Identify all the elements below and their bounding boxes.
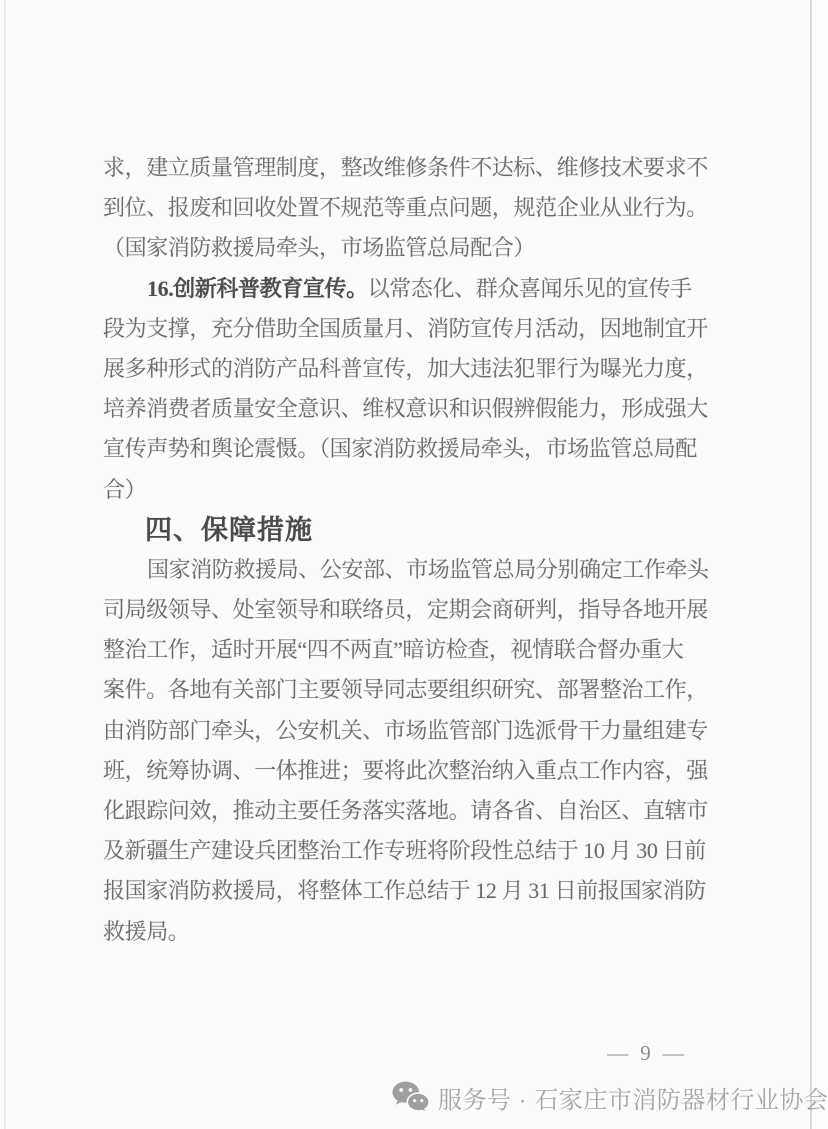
page-margin-strip-right — [812, 0, 828, 1129]
text-line: （国家消防救援局牵头，市场监管总局配合） — [103, 235, 536, 261]
text-line: 及新疆生产建设兵团整治工作专班将阶段性总结于 10 月 30 日前 — [103, 838, 706, 864]
paragraph-bold-lead: 16.创新科普教育宣传。 — [147, 275, 368, 301]
text-line: 16.创新科普教育宣传。以常态化、群众喜闻乐见的宣传手 — [147, 275, 692, 301]
page-number-dash-right: — — [662, 1041, 684, 1065]
text-line: 由消防部门牵头，公安机关、市场监管部门选派骨干力量组建专 — [103, 717, 708, 743]
text-line: 到位、报废和回收处置不规范等重点问题，规范企业从业行为。 — [103, 195, 708, 221]
document-body — [103, 148, 723, 952]
wechat-account-label: 服务号 · 石家庄市消防器材行业协会 — [438, 1086, 828, 1114]
text-line: 国家消防救援局、公安部、市场监管总局分别确定工作牵头 — [147, 556, 709, 582]
text-line: 合） — [103, 476, 147, 502]
text-line: 案件。各地有关部门主要领导同志要组织研究、部署整治工作， — [103, 677, 708, 703]
text-line: 培养消费者质量安全意识、维权意识和识假辨假能力，形成强大 — [103, 396, 708, 422]
text-line: 段为支撑，充分借助全国质量月、消防宣传月活动，因地制宜开 — [103, 315, 708, 341]
page-number-value: 9 — [640, 1041, 651, 1065]
text-line: 宣传声势和舆论震慑。（国家消防救援局牵头，市场监管总局配 — [103, 436, 697, 462]
text-line: 救援局。 — [103, 918, 190, 944]
text-line: 求，建立质量管理制度，整改维修条件不达标、维修技术要求不 — [103, 155, 708, 180]
text-line: 班，统筹协调、一体推进；要将此次整治纳入重点工作内容，强 — [103, 757, 708, 783]
text-line: 展多种形式的消防产品科普宣传，加大违法犯罪行为曝光力度， — [103, 355, 708, 381]
page-edge-line-right — [810, 0, 812, 1129]
wechat-account-banner — [392, 1080, 828, 1114]
section-heading: 四、保障措施 — [145, 514, 313, 545]
text-line: 化跟踪问效，推动主要任务落实落地。请各省、自治区、直辖市 — [103, 798, 708, 823]
text-line: 整治工作，适时开展“四不两直”暗访检查，视情联合督办重大 — [103, 637, 684, 663]
text-line: 报国家消防救援局，将整体工作总结于 12 月 31 日前报国家消防 — [103, 878, 706, 904]
page-number-dash-left: — — [607, 1041, 629, 1065]
page-edge-line-left — [4, 0, 6, 1129]
wechat-icon — [392, 1081, 429, 1113]
page-number — [598, 1041, 693, 1066]
text-line: 司局级领导、处室领导和联络员，定期会商研判，指导各地开展 — [103, 597, 708, 623]
